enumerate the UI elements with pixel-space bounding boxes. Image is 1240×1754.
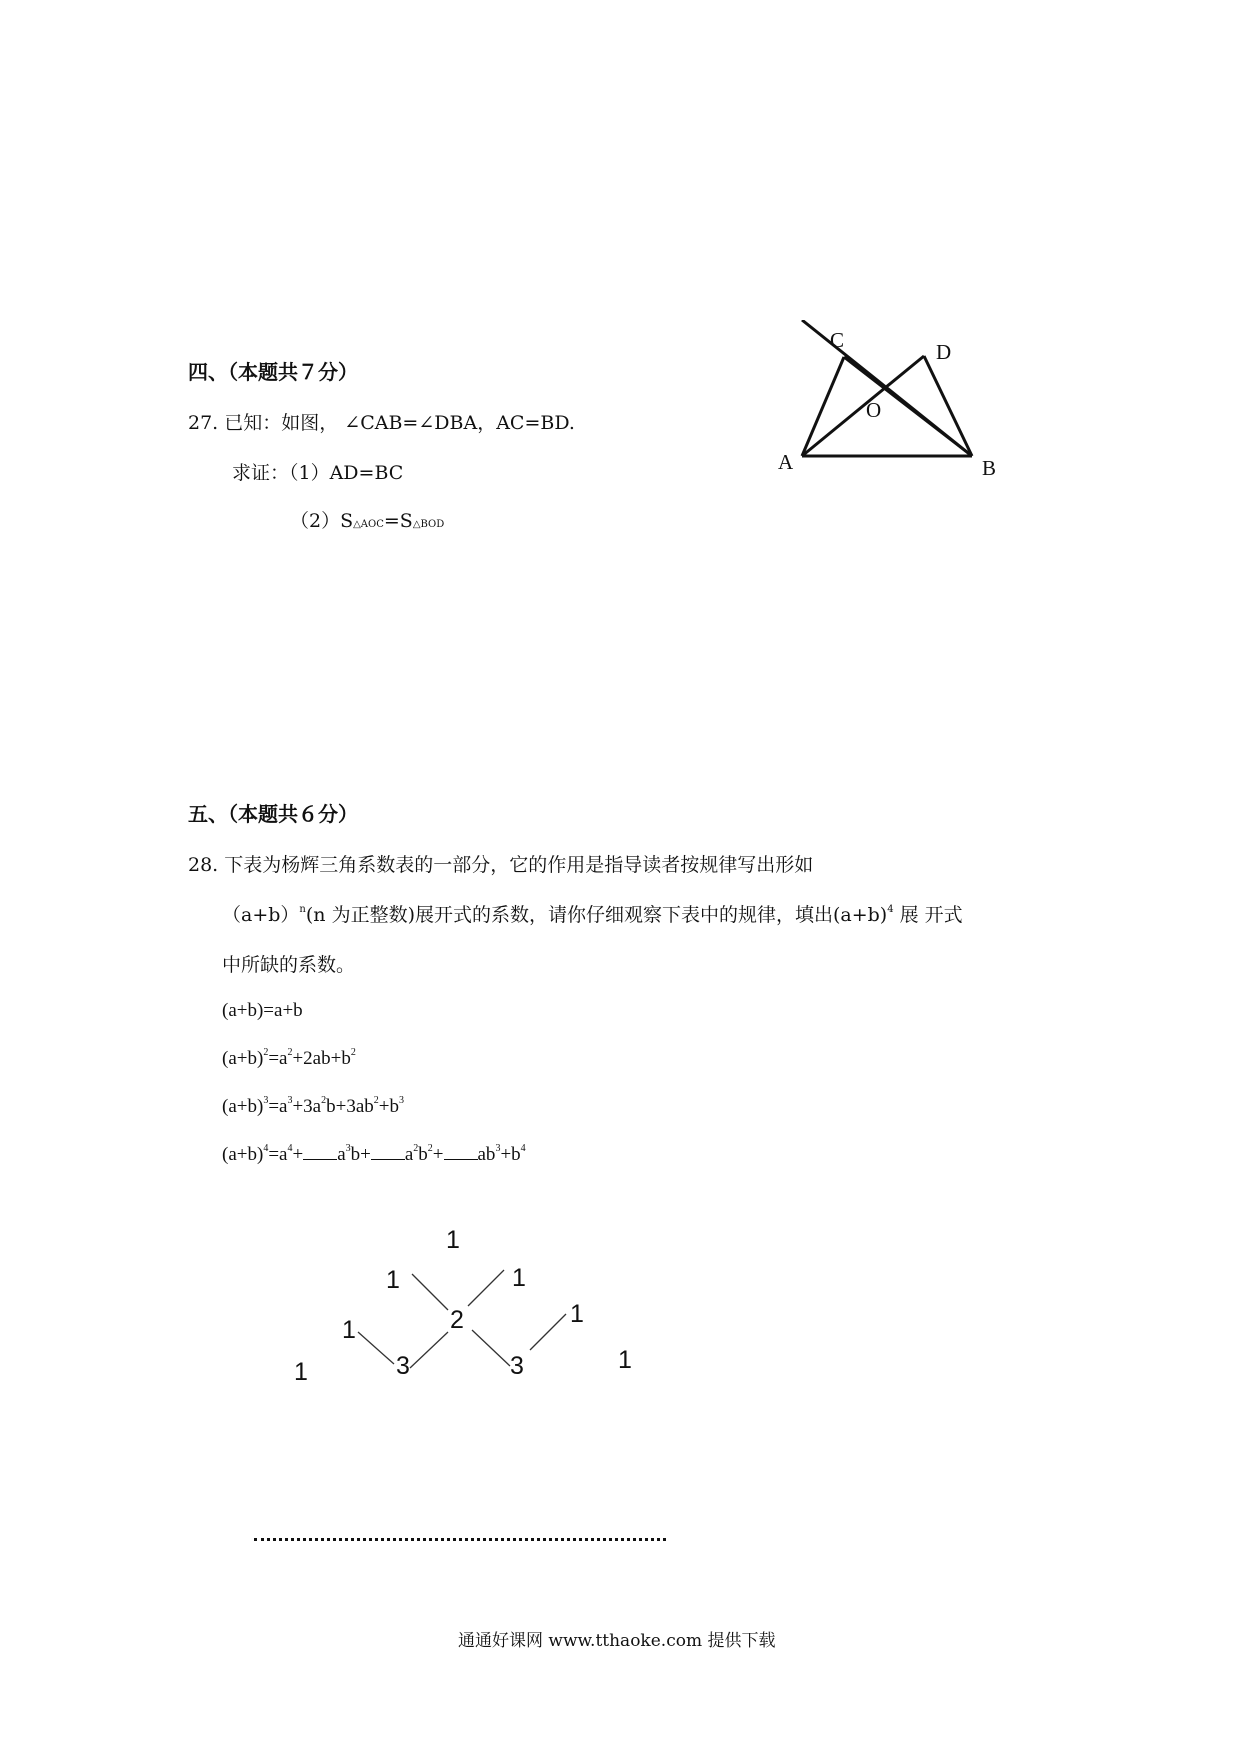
pascal-row4-item3: 3 bbox=[510, 1352, 524, 1380]
point-b-label: B bbox=[982, 456, 997, 480]
question-27-prove-part2: （2）S△AOC=S△BOD bbox=[290, 510, 445, 532]
question-27-statement: 27. 已知：如图， ∠CAB=∠DBA，AC=BD. bbox=[188, 412, 575, 434]
section-4-heading: 四、（本题共７分） bbox=[188, 360, 358, 384]
pascal-row3-item1: 1 bbox=[342, 1316, 356, 1344]
point-d-label: D bbox=[936, 340, 952, 364]
section-5-heading: 五、（本题共６分） bbox=[188, 802, 358, 826]
footer-text: 通通好课网 www.tthaoke.com 提供下载 bbox=[458, 1631, 776, 1651]
question-28-line-2: $(a+b)^n(n$ 为正整数)展开式的系数，请你仔细观察下表中的规律，填出$(a+b)^4$ 展 开式 bbox=[222, 903, 963, 926]
pascal-row3-item2: 2 bbox=[450, 1306, 464, 1334]
point-o-label: O bbox=[866, 398, 882, 422]
pascal-row4-item2: 3 bbox=[396, 1352, 410, 1380]
expansion-3: $(a+b)^3=a^3+3a^2b+3ab^2+b^3$ bbox=[222, 1094, 404, 1117]
expansion-2: $(a+b)^2=a^2+2ab+b^2$ bbox=[222, 1046, 356, 1069]
question-27-prove-part1: 求证：（1）AD=BC bbox=[232, 462, 404, 484]
expansion-4: $(a+b)^4=a^4+ a^3b+ a^2b^2+ ab^3+b^4$ bbox=[222, 1142, 526, 1165]
dotted-separator bbox=[254, 1538, 666, 1541]
pascal-row2-item2: 1 bbox=[512, 1264, 526, 1292]
question-28-line-3: 中所缺的系数。 bbox=[222, 954, 356, 976]
pascal-row2-item1: 1 bbox=[386, 1266, 400, 1294]
pascal-row3-item3: 1 bbox=[570, 1300, 584, 1328]
pascal-row1-item1: 1 bbox=[446, 1226, 460, 1254]
pascal-row4-item1: 1 bbox=[294, 1358, 308, 1386]
question-28-line-1: 28. 下表为杨辉三角系数表的一部分，它的作用是指导读者按规律写出形如 bbox=[188, 854, 814, 876]
point-a-label: A bbox=[778, 450, 794, 474]
point-c-label: C bbox=[830, 328, 845, 352]
pascal-row4-item4: 1 bbox=[618, 1346, 632, 1374]
expansion-1: (a+b)=a+b bbox=[222, 1000, 303, 1021]
